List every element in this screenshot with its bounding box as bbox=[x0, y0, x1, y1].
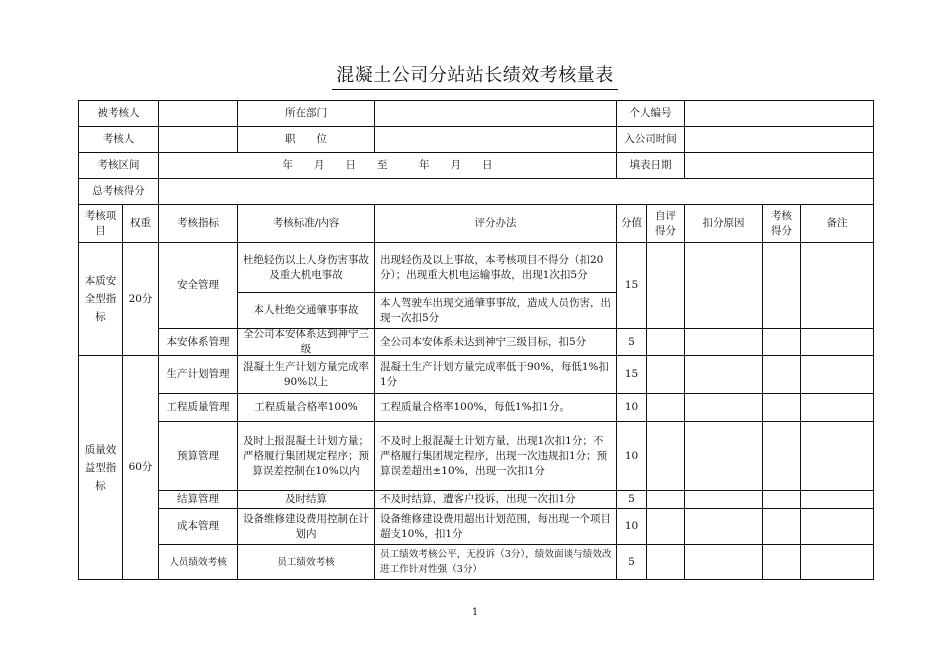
group-weight-quality: 60分 bbox=[123, 356, 159, 579]
row-exam-score[interactable] bbox=[763, 394, 801, 422]
row-method: 工程质量合格率100%，每低1%扣1分。 bbox=[375, 394, 617, 422]
row-standard: 工程质量合格率100% bbox=[238, 394, 375, 422]
row-method: 不及时上报混凝土计划方量，出现1次扣1分；不严格履行集团规定程序，出现一次违规扣1分；预算误差超出±10%，出现一次扣1分 bbox=[375, 422, 617, 491]
row-method: 全公司本安体系未达到神宁三级目标，扣5分 bbox=[375, 329, 617, 356]
page-title: 混凝土公司分站站长绩效考核量表 bbox=[0, 61, 950, 90]
row-reason[interactable] bbox=[685, 356, 763, 394]
examinee-label: 被考核人 bbox=[79, 101, 159, 127]
row-standard: 混凝土生产计划方量完成率90%以上 bbox=[238, 356, 375, 394]
col-exam-score: 考核得分 bbox=[763, 205, 801, 243]
row-exam-score[interactable] bbox=[763, 491, 801, 509]
row-self-score[interactable] bbox=[647, 356, 685, 394]
row-indicator: 工程质量管理 bbox=[159, 394, 238, 422]
row-method: 混凝土生产计划方量完成率低于90%，每低1%扣1分 bbox=[375, 356, 617, 394]
row-indicator: 预算管理 bbox=[159, 422, 238, 491]
row-self-score[interactable] bbox=[647, 394, 685, 422]
row-score: 5 bbox=[617, 545, 647, 579]
row-exam-score[interactable] bbox=[763, 356, 801, 394]
row-reason[interactable] bbox=[685, 329, 763, 356]
col-remark: 备注 bbox=[801, 205, 873, 243]
row-self-score[interactable] bbox=[647, 243, 685, 329]
row-reason[interactable] bbox=[685, 243, 763, 329]
row-indicator: 结算管理 bbox=[159, 491, 238, 509]
employee-no-value[interactable] bbox=[685, 101, 873, 127]
col-weight: 权重 bbox=[123, 205, 159, 243]
row-indicator: 成本管理 bbox=[159, 509, 238, 545]
row-standard: 及时结算 bbox=[238, 491, 375, 509]
row-remark[interactable] bbox=[801, 394, 873, 422]
col-standard: 考核标准/内容 bbox=[238, 205, 375, 243]
row-self-score[interactable] bbox=[647, 329, 685, 356]
examinee-value[interactable] bbox=[159, 101, 238, 127]
row-exam-score[interactable] bbox=[763, 243, 801, 329]
row-score: 15 bbox=[617, 243, 647, 329]
position-value[interactable] bbox=[375, 127, 617, 153]
row-remark[interactable] bbox=[801, 422, 873, 491]
employee-no-label: 个人编号 bbox=[617, 101, 685, 127]
department-value[interactable] bbox=[375, 101, 617, 127]
examiner-value[interactable] bbox=[159, 127, 238, 153]
row-indicator: 安全管理 bbox=[159, 243, 238, 329]
total-score-value[interactable] bbox=[159, 179, 873, 205]
department-label: 所在部门 bbox=[238, 101, 375, 127]
col-method: 评分办法 bbox=[375, 205, 617, 243]
row-self-score[interactable] bbox=[647, 509, 685, 545]
fill-date-value[interactable] bbox=[685, 153, 873, 179]
row-standard: 本人杜绝交通肇事事故 bbox=[238, 293, 375, 329]
row-exam-score[interactable] bbox=[763, 545, 801, 579]
total-score-label: 总考核得分 bbox=[79, 179, 159, 205]
period-label: 考核区间 bbox=[79, 153, 159, 179]
row-indicator: 本安体系管理 bbox=[159, 329, 238, 356]
row-score: 5 bbox=[617, 491, 647, 509]
row-method: 出现轻伤及以上事故，本考核项目不得分（扣20分）；出现重大机电运输事故，出现1次扣5分 bbox=[375, 243, 617, 293]
row-method: 不及时结算，遭客户投诉，出现一次扣1分 bbox=[375, 491, 617, 509]
row-remark[interactable] bbox=[801, 329, 873, 356]
row-self-score[interactable] bbox=[647, 422, 685, 491]
row-reason[interactable] bbox=[685, 422, 763, 491]
col-reason: 扣分原因 bbox=[685, 205, 763, 243]
row-standard: 设备维修建设费用控制在计划内 bbox=[238, 509, 375, 545]
page-number: 1 bbox=[471, 607, 479, 618]
row-self-score[interactable] bbox=[647, 491, 685, 509]
row-method: 本人驾驶车出现交通肇事事故，造成人员伤害，出现一次扣5分 bbox=[375, 293, 617, 329]
row-remark[interactable] bbox=[801, 545, 873, 579]
row-method: 设备维修建设费用超出计划范围，每出现一个项目超支10%，扣1分 bbox=[375, 509, 617, 545]
row-remark[interactable] bbox=[801, 356, 873, 394]
join-date-value[interactable] bbox=[685, 127, 873, 153]
row-score: 10 bbox=[617, 422, 647, 491]
row-remark[interactable] bbox=[801, 509, 873, 545]
row-score: 10 bbox=[617, 509, 647, 545]
row-indicator: 生产计划管理 bbox=[159, 356, 238, 394]
row-exam-score[interactable] bbox=[763, 509, 801, 545]
row-exam-score[interactable] bbox=[763, 329, 801, 356]
period-value[interactable] bbox=[159, 153, 617, 179]
col-score: 分值 bbox=[617, 205, 647, 243]
row-reason[interactable] bbox=[685, 509, 763, 545]
row-method: 员工绩效考核公平，无投诉（3分），绩效面谈与绩效改进工作针对性强（3分） bbox=[375, 545, 617, 579]
position-label: 职 位 bbox=[238, 127, 375, 153]
period-text: 年 月 日 至 年 月 日 bbox=[282, 159, 493, 171]
col-item: 考核项目 bbox=[79, 205, 123, 243]
row-remark[interactable] bbox=[801, 491, 873, 509]
row-self-score[interactable] bbox=[647, 545, 685, 579]
join-date-label: 入公司时间 bbox=[617, 127, 685, 153]
row-standard: 员工绩效考核 bbox=[238, 545, 375, 579]
fill-date-label: 填表日期 bbox=[617, 153, 685, 179]
row-reason[interactable] bbox=[685, 394, 763, 422]
row-score: 15 bbox=[617, 356, 647, 394]
group-item-safety: 本质安全型指标 bbox=[79, 243, 123, 356]
group-weight-safety: 20分 bbox=[123, 243, 159, 356]
examiner-label: 考核人 bbox=[79, 127, 159, 153]
row-reason[interactable] bbox=[685, 545, 763, 579]
row-score: 5 bbox=[617, 329, 647, 356]
row-standard: 及时上报混凝土计划方量；严格履行集团规定程序；预算误差控制在10%以内 bbox=[238, 422, 375, 491]
row-reason[interactable] bbox=[685, 491, 763, 509]
col-self-score: 自评得分 bbox=[647, 205, 685, 243]
group-item-quality: 质量效益型指标 bbox=[79, 356, 123, 579]
evaluation-table bbox=[78, 100, 874, 580]
row-score: 10 bbox=[617, 394, 647, 422]
row-remark[interactable] bbox=[801, 243, 873, 329]
row-standard: 杜绝轻伤以上人身伤害事故及重大机电事故 bbox=[238, 243, 375, 293]
row-standard: 全公司本安体系达到神宁三级 bbox=[238, 329, 375, 356]
row-indicator: 人员绩效考核 bbox=[159, 545, 238, 579]
col-indicator: 考核指标 bbox=[159, 205, 238, 243]
row-exam-score[interactable] bbox=[763, 422, 801, 491]
